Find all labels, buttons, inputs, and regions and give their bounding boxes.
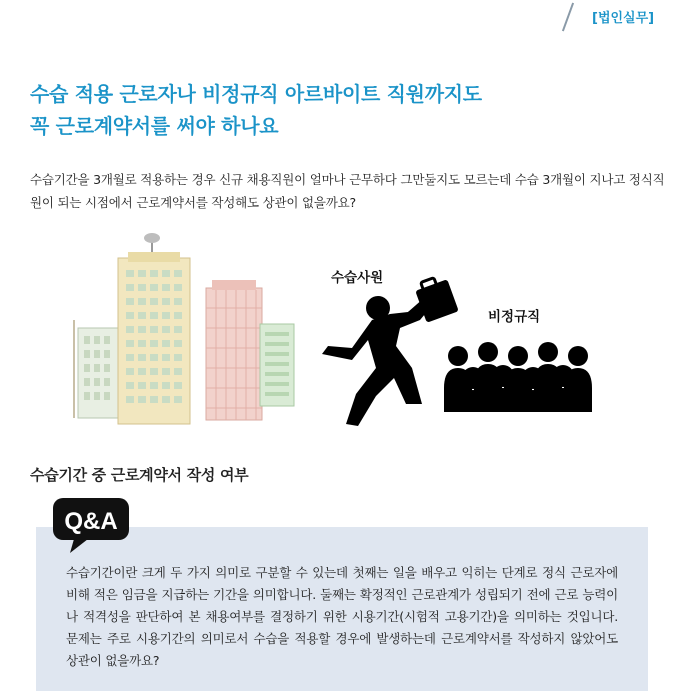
section-subheading: 수습기간 중 근로계약서 작성 여부 — [30, 466, 249, 484]
pink-building — [206, 280, 262, 420]
qa-speech-bubble-icon — [52, 497, 130, 555]
people-group-icon — [444, 342, 592, 412]
office-illustration — [60, 228, 620, 428]
article-title — [30, 78, 482, 142]
intro-paragraph: 수습기간을 3개월로 적용하는 경우 신규 채용직원이 얼마나 근무하다 그만둘지도 모르는데 수습 3개월이 지나고 정식직원이 되는 시점에서 근로계약서를 작성해도 상관이 없을까요? — [30, 172, 665, 210]
qa-badge-text: Q&A — [64, 508, 118, 535]
tall-tower — [118, 233, 190, 424]
small-building-left — [74, 320, 120, 418]
trainee-label: 수습사원 — [331, 270, 384, 286]
section-tag: [법인실무] — [592, 11, 655, 26]
title-line-1: 수습 적용 근로자나 비정규직 아르바이트 직원까지도 — [30, 82, 482, 106]
green-building — [260, 324, 294, 406]
section-tag-divider — [562, 3, 574, 32]
irregular-worker-label: 비정규직 — [488, 309, 541, 325]
qa-text: 수습기간이란 크게 두 가지 의미로 구분할 수 있는데 첫째는 일을 배우고 익히는 단계로 정식 근로자에 비해 적은 임금을 지급하는 기간을 의미합니다. 둘째는 확정적인 근로관계가 성립되기 전에 근로 능력이나 적격성을 판단하여 본 채용여부를 결정하기 위한 시용기간(시험적 고용기간)을 의미하는 것입니다. 문제는 주로 시용기간의 의미로서 수습을 적용할 경우에 발생하는데 근로계약서를 작성하지 않았어도 상관이 없을까요? — [66, 565, 618, 668]
running-man-icon — [322, 278, 459, 426]
title-line-2: 꼭 근로계약서를 써야 하나요 — [30, 114, 279, 138]
